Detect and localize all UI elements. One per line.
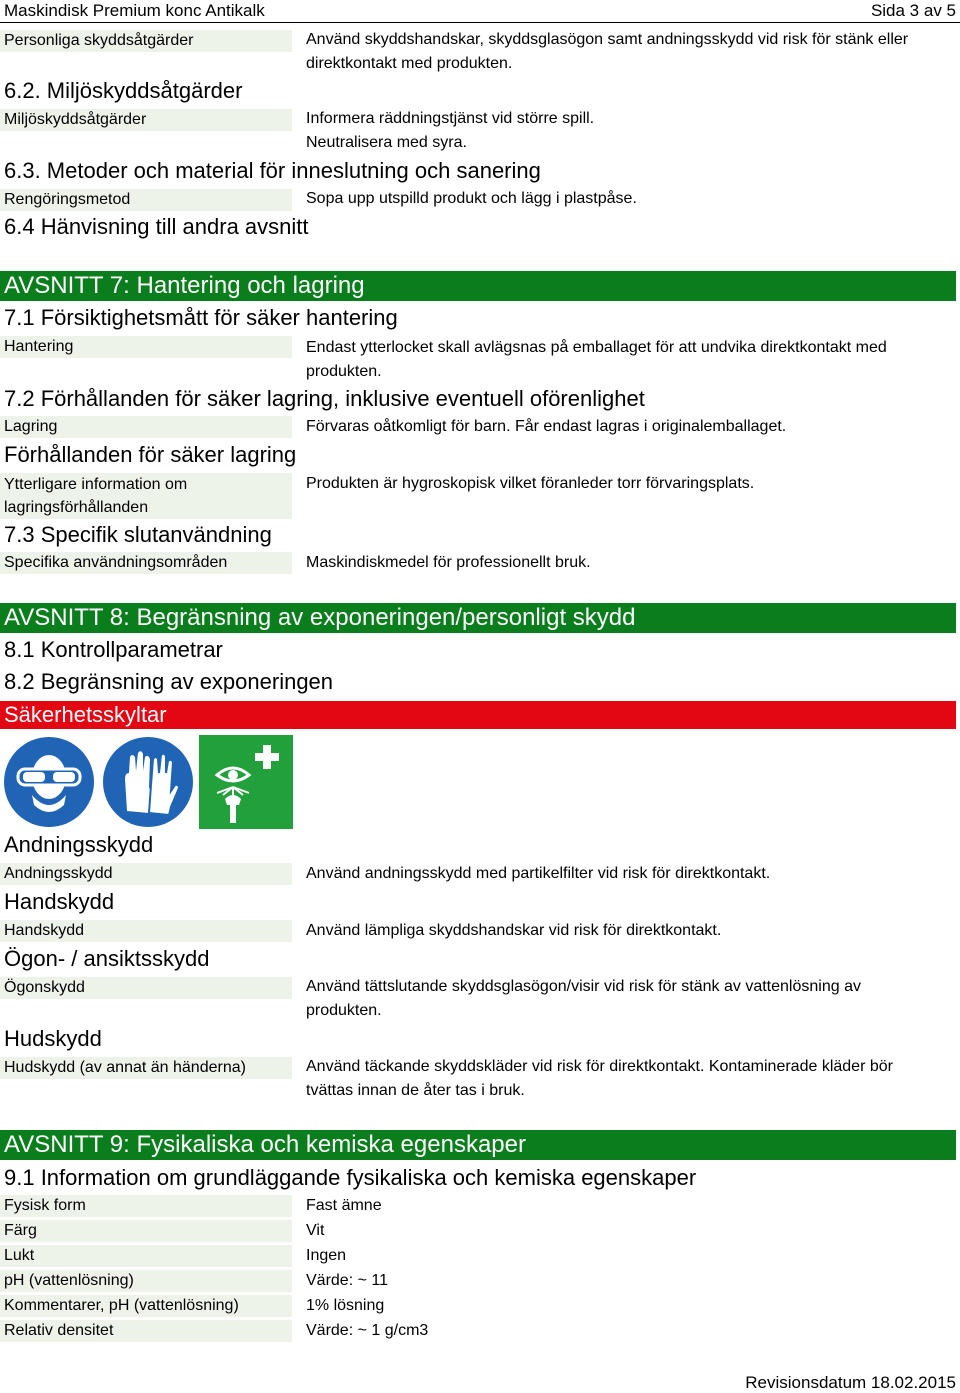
extra-storage-label: Ytterligare information om lagringsförhållanden — [0, 473, 292, 519]
heading-7-2: 7.2 Förhållanden för säker lagring, inklusive eventuell oförenlighet — [4, 386, 645, 411]
cleaning-method-label: Rengöringsmetod — [0, 189, 292, 211]
eyewash-sign-icon — [199, 735, 293, 829]
document-title: Maskindisk Premium konc Antikalk — [4, 1, 265, 20]
heading-skin: Hudskydd — [4, 1026, 102, 1051]
personal-protection-label: Personliga skyddsåtgärder — [0, 30, 292, 52]
eye-value: Använd tättslutande skyddsglasögon/visir vid risk för stänk av vattenlösning av produkten. — [306, 978, 861, 1019]
handling-label: Hantering — [0, 336, 292, 358]
storage-value: Förvaras oåtkomligt för barn. Får endast lagras i originalemballaget. — [306, 418, 787, 435]
hand-value: Använd lämpliga skyddshandskar vid risk för direktkontakt. — [306, 922, 722, 939]
safety-signs-banner: Säkerhetsskyltar — [0, 701, 956, 729]
env-protection-value-2: Neutralisera med syra. — [306, 134, 467, 151]
prop-label-4: Kommentarer, pH (vattenlösning) — [0, 1295, 292, 1317]
specific-use-label: Specifika användningsområden — [0, 552, 292, 574]
heading-storage-conditions: Förhållanden för säker lagring — [4, 442, 297, 467]
prop-value-5: Värde: ~ 1 g/cm3 — [306, 1322, 429, 1339]
extra-storage-value: Produkten är hygroskopisk vilket föranleder torr förvaringsplats. — [306, 475, 755, 492]
skin-value: Använd täckande skyddskläder vid risk för direktkontakt. Kontaminerade kläder bör tvättas innan de åter tas i bruk. — [306, 1058, 893, 1099]
personal-protection-value: Använd skyddshandskar, skyddsglasögon samt andningsskydd vid risk för stänk eller direktkontakt med produkten. — [306, 31, 909, 72]
skin-label: Hudskydd (av annat än händerna) — [0, 1057, 292, 1079]
respiratory-value: Använd andningsskydd med partikelfilter vid risk för direktkontakt. — [306, 865, 771, 882]
hand-label: Handskydd — [0, 920, 292, 942]
heading-7-3: 7.3 Specifik slutanvändning — [4, 522, 272, 547]
heading-6-3: 6.3. Metoder och material för inneslutning och sanering — [4, 158, 541, 183]
specific-use-value: Maskindiskmedel för professionellt bruk. — [306, 554, 591, 571]
prop-label-2: Lukt — [0, 1245, 292, 1267]
prop-label-1: Färg — [0, 1220, 292, 1242]
goggles-sign-icon — [2, 735, 96, 829]
eye-label: Ögonskydd — [0, 977, 292, 999]
section-9-banner: AVSNITT 9: Fysikaliska och kemiska egenskaper — [0, 1130, 956, 1160]
heading-8-1: 8.1 Kontrollparametrar — [4, 637, 223, 662]
prop-label-3: pH (vattenlösning) — [0, 1270, 292, 1292]
cleaning-method-value: Sopa upp utspilld produkt och lägg i plastpåse. — [306, 190, 637, 207]
storage-label: Lagring — [0, 416, 292, 438]
section-8-banner: AVSNITT 8: Begränsning av exponeringen/personligt skydd — [0, 603, 956, 633]
prop-label-0: Fysisk form — [0, 1195, 292, 1217]
page-number: Sida 3 av 5 — [870, 1, 956, 20]
heading-6-4: 6.4 Hänvisning till andra avsnitt — [4, 214, 309, 239]
env-protection-label: Miljöskyddsåtgärder — [0, 109, 292, 131]
heading-8-2: 8.2 Begränsning av exponeringen — [4, 669, 334, 694]
heading-6-2: 6.2. Miljöskyddsåtgärder — [4, 78, 243, 103]
prop-value-0: Fast ämne — [306, 1197, 382, 1214]
env-protection-value-1: Informera räddningstjänst vid större spill. — [306, 110, 595, 127]
section-7-banner: AVSNITT 7: Hantering och lagring — [0, 271, 956, 301]
prop-value-2: Ingen — [306, 1247, 347, 1264]
revision-date: Revisionsdatum 18.02.2015 — [745, 1373, 956, 1392]
heading-9-1: 9.1 Information om grundläggande fysikaliska och kemiska egenskaper — [4, 1165, 697, 1190]
heading-respiratory: Andningsskydd — [4, 832, 154, 857]
respiratory-label: Andningsskydd — [0, 863, 292, 885]
prop-value-3: Värde: ~ 11 — [306, 1272, 388, 1289]
page-header — [0, 0, 960, 23]
heading-eye: Ögon- / ansiktsskydd — [4, 946, 210, 971]
gloves-sign-icon — [101, 735, 195, 829]
prop-value-1: Vit — [306, 1222, 325, 1239]
handling-value: Endast ytterlocket skall avlägsnas på emballaget för att undvika direktkontakt med produkten. — [306, 339, 887, 380]
prop-label-5: Relativ densitet — [0, 1320, 292, 1342]
heading-7-1: 7.1 Försiktighetsmått för säker hantering — [4, 305, 398, 330]
heading-hand: Handskydd — [4, 889, 115, 914]
prop-value-4: 1% lösning — [306, 1297, 385, 1314]
